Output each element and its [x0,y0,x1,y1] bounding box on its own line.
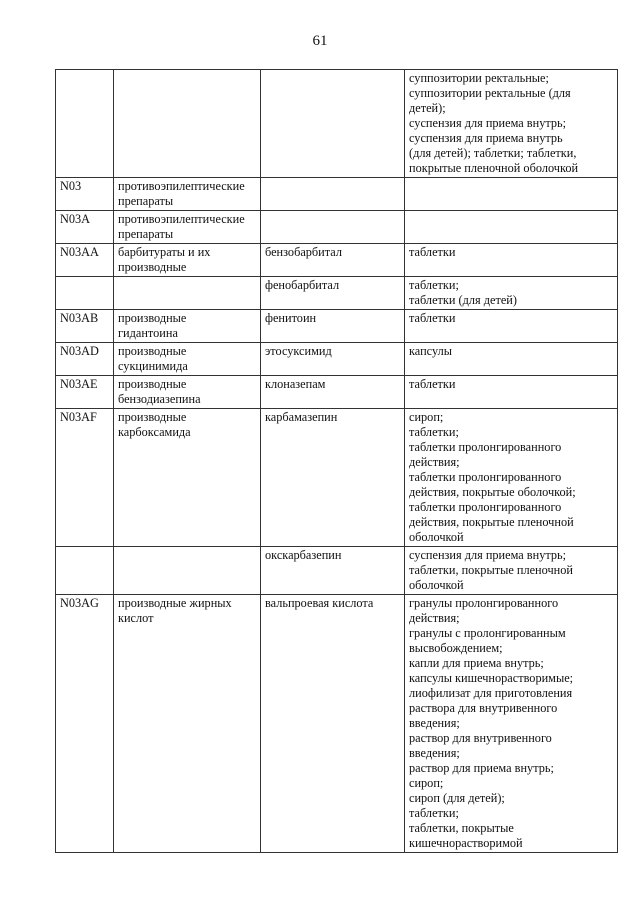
atc-code-cell [56,178,114,211]
dosage-forms-line: капли для приема внутрь; [409,656,544,670]
substance-name-line: карбамазепин [265,410,338,424]
dosage-forms-line: действия; [409,455,460,469]
dosage-forms-line: таблетки [409,377,456,391]
dosage-forms-line: таблетки пролонгированного [409,470,562,484]
pharmacological-group-line: кислот [118,611,154,625]
dosage-forms-line: высвобождением; [409,641,503,655]
dosage-forms-cell [405,277,618,310]
dosage-forms-line: кишечнорастворимой [409,836,523,850]
table-row [56,244,618,277]
pharmacological-group-cell [114,277,261,310]
table-row [56,178,618,211]
dosage-forms-line: суспензия для приема внутрь [409,131,563,145]
dosage-forms-line: детей); [409,101,446,115]
atc-code-text: N03AB [60,311,99,325]
dosage-forms-line: таблетки [409,311,456,325]
dosage-forms-line: суспензия для приема внутрь; [409,548,567,562]
dosage-forms-cell [405,376,618,409]
dosage-forms-cell [405,547,618,595]
atc-code-cell [56,376,114,409]
table-row [56,376,618,409]
substance-name-line: окскарбазепин [265,548,342,562]
dosage-forms-line: гранулы пролонгированного [409,596,559,610]
pharmacological-group-line: барбитураты и их [118,245,211,259]
pharmacological-group-line: производные жирных [118,596,232,610]
dosage-forms-line: раствора для внутривенного [409,701,558,715]
dosage-forms-line: оболочкой [409,578,464,592]
atc-code-cell [56,547,114,595]
dosage-forms-line: раствор для приема внутрь; [409,761,554,775]
table-row [56,211,618,244]
table-row [56,277,618,310]
dosage-forms-line: действия, покрытые оболочкой; [409,485,576,499]
substance-name-cell [261,547,405,595]
atc-code-cell [56,277,114,310]
dosage-forms-line: действия, покрытые пленочной [409,515,574,529]
substance-name-line: фенобарбитал [265,278,340,292]
table-row [56,310,618,343]
pharmacological-group-line: производные [118,410,187,424]
pharmacological-group-line: производные [118,344,187,358]
dosage-forms-line: покрытые пленочной оболочкой [409,161,579,175]
pharmacological-group-cell [114,70,261,178]
pharmacological-group-line: гидантоина [118,326,178,340]
atc-code-text: N03AG [60,596,99,610]
pharmacological-group-cell [114,244,261,277]
substance-name-cell [261,211,405,244]
atc-code-cell [56,70,114,178]
dosage-forms-cell [405,343,618,376]
dosage-forms-line: таблетки, покрытые пленочной [409,563,573,577]
substance-name-line: клоназепам [265,377,326,391]
pharmacological-group-cell [114,595,261,853]
pharmacological-group-cell [114,376,261,409]
atc-code-text: N03 [60,179,82,193]
substance-name-line: фенитоин [265,311,317,325]
dosage-forms-cell [405,244,618,277]
dosage-forms-line: таблетки; [409,425,459,439]
pharmacological-group-cell [114,310,261,343]
pharmacological-group-line: противоэпилептические [118,179,245,193]
pharmacological-group-line: производные [118,260,187,274]
dosage-forms-line: лиофилизат для приготовления [409,686,573,700]
table-row [56,70,618,178]
atc-code-text: N03AF [60,410,97,424]
table-row [56,547,618,595]
dosage-forms-line: гранулы с пролонгированным [409,626,566,640]
dosage-forms-line: таблетки (для детей) [409,293,517,307]
dosage-forms-line: таблетки пролонгированного [409,500,562,514]
atc-code-cell [56,409,114,547]
dosage-forms-cell [405,310,618,343]
page-number: 61 [312,33,328,49]
dosage-forms-cell [405,409,618,547]
dosage-forms-line: капсулы кишечнорастворимые; [409,671,574,685]
substance-name-cell [261,310,405,343]
table-row [56,409,618,547]
pharmacological-group-line: производные [118,311,187,325]
pharmacological-group-line: препараты [118,227,174,241]
atc-code-cell [56,244,114,277]
dosage-forms-line: суппозитории ректальные (для [409,86,571,100]
table-row [56,595,618,853]
pharmacological-group-line: сукцинимида [118,359,188,373]
substance-name-cell [261,409,405,547]
dosage-forms-line: введения; [409,716,460,730]
pharmacological-group-cell [114,409,261,547]
atc-code-cell [56,343,114,376]
substance-name-cell [261,376,405,409]
dosage-forms-line: суспензия для приема внутрь; [409,116,567,130]
atc-code-cell [56,595,114,853]
substance-name-cell [261,343,405,376]
dosage-forms-line: таблетки; [409,278,459,292]
dosage-forms-line: введения; [409,746,460,760]
dosage-forms-line: действия; [409,611,460,625]
table-body [56,70,618,853]
pharmacological-group-line: противоэпилептические [118,212,245,226]
substance-name-cell [261,595,405,853]
dosage-forms-line: таблетки пролонгированного [409,440,562,454]
substance-name-line: бензобарбитал [265,245,342,259]
substance-name-line: вальпроевая кислота [265,596,374,610]
dosage-forms-cell [405,70,618,178]
dosage-forms-line: сироп (для детей); [409,791,505,805]
dosage-forms-line: таблетки [409,245,456,259]
medication-table [55,69,618,853]
dosage-forms-cell [405,595,618,853]
pharmacological-group-cell [114,343,261,376]
dosage-forms-line: таблетки, покрытые [409,821,514,835]
substance-name-line: этосуксимид [265,344,332,358]
atc-code-text: N03AD [60,344,99,358]
pharmacological-group-cell [114,547,261,595]
dosage-forms-line: сироп; [409,410,444,424]
atc-code-text: N03AA [60,245,99,259]
substance-name-cell [261,178,405,211]
substance-name-cell [261,244,405,277]
substance-name-cell [261,70,405,178]
pharmacological-group-line: препараты [118,194,174,208]
atc-code-text: N03AE [60,377,98,391]
dosage-forms-cell [405,178,618,211]
pharmacological-group-cell [114,211,261,244]
dosage-forms-line: раствор для внутривенного [409,731,552,745]
dosage-forms-cell [405,211,618,244]
atc-code-text: N03A [60,212,91,226]
table-row [56,343,618,376]
atc-code-cell [56,310,114,343]
substance-name-cell [261,277,405,310]
pharmacological-group-line: бензодиазепина [118,392,201,406]
atc-code-cell [56,211,114,244]
dosage-forms-line: суппозитории ректальные; [409,71,549,85]
dosage-forms-line: сироп; [409,776,444,790]
pharmacological-group-line: производные [118,377,187,391]
pharmacological-group-line: карбоксамида [118,425,191,439]
dosage-forms-line: оболочкой [409,530,464,544]
dosage-forms-line: таблетки; [409,806,459,820]
dosage-forms-line: (для детей); таблетки; таблетки, [409,146,577,160]
dosage-forms-line: капсулы [409,344,452,358]
pharmacological-group-cell [114,178,261,211]
